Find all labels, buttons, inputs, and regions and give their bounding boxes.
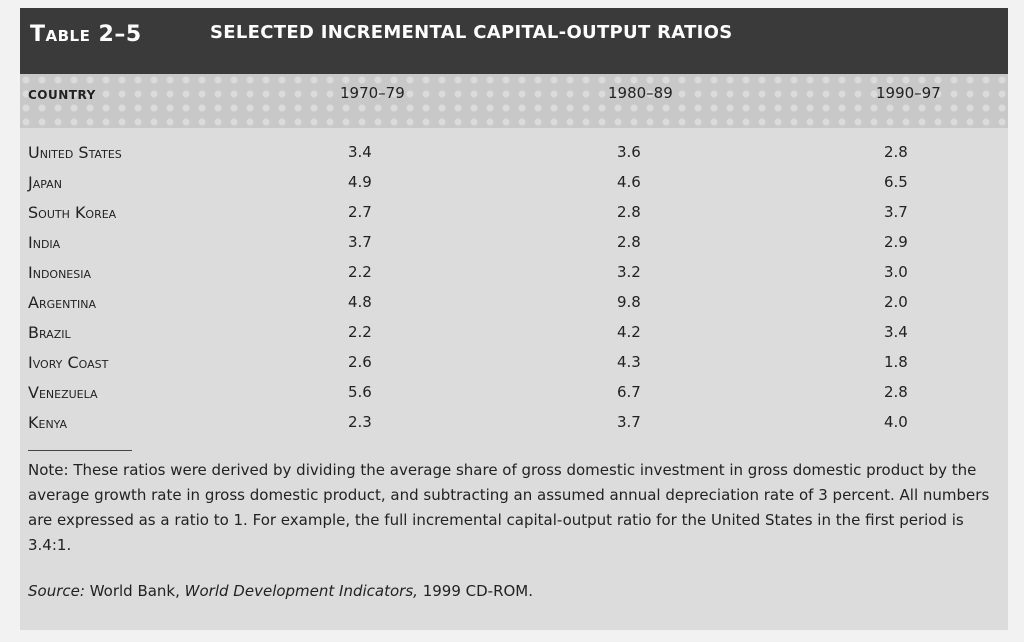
table-row xyxy=(20,410,1008,440)
table-row xyxy=(20,290,1008,320)
value-cell-1970-79: 5.6 xyxy=(348,383,372,401)
value-cell-1980-89: 2.8 xyxy=(617,203,641,221)
value-cell-1990-97: 3.0 xyxy=(884,263,908,281)
country-cell: Indonesia xyxy=(28,263,92,282)
table-row xyxy=(20,170,1008,200)
country-cell: United States xyxy=(28,143,122,162)
value-cell-1970-79: 2.2 xyxy=(348,323,372,341)
column-header-country: COUNTRY xyxy=(28,88,96,102)
table-row xyxy=(20,200,1008,230)
value-cell-1980-89: 2.8 xyxy=(617,233,641,251)
value-cell-1970-79: 4.9 xyxy=(348,173,372,191)
table-row xyxy=(20,230,1008,260)
column-header-1980-89: 1980–89 xyxy=(608,84,673,102)
country-cell: Brazil xyxy=(28,323,71,342)
value-cell-1980-89: 4.6 xyxy=(617,173,641,191)
country-cell: Kenya xyxy=(28,413,68,432)
country-cell: Argentina xyxy=(28,293,97,312)
value-cell-1970-79: 3.4 xyxy=(348,143,372,161)
value-cell-1980-89: 3.6 xyxy=(617,143,641,161)
value-cell-1990-97: 2.8 xyxy=(884,143,908,161)
value-cell-1970-79: 4.8 xyxy=(348,293,372,311)
country-cell: Japan xyxy=(28,173,62,192)
country-cell: South Korea xyxy=(28,203,117,222)
value-cell-1990-97: 2.8 xyxy=(884,383,908,401)
footnote-divider xyxy=(28,450,132,451)
country-cell: India xyxy=(28,233,61,252)
table-row xyxy=(20,140,1008,170)
value-cell-1980-89: 4.3 xyxy=(617,353,641,371)
value-cell-1990-97: 4.0 xyxy=(884,413,908,431)
table-title: SELECTED INCREMENTAL CAPITAL-OUTPUT RATIOS xyxy=(210,22,733,43)
title-bar xyxy=(20,8,1008,74)
value-cell-1970-79: 2.3 xyxy=(348,413,372,431)
source-work: World Development Indicators, xyxy=(184,582,418,600)
source-label: Source: xyxy=(28,582,85,600)
column-header-1970-79: 1970–79 xyxy=(340,84,405,102)
table-note: Note: These ratios were derived by dividing the average share of gross domestic investment in gross domestic product by the average growth rate in gross domestic product, and subtracting an assumed annual depreciation rate of 3 percent. All numbers are expressed as a ratio to 1. For example, the full incremental capital-output ratio for the United States in the first period is 3.4:1. xyxy=(28,461,990,554)
table-row xyxy=(20,380,1008,410)
column-header-band xyxy=(20,74,1008,128)
country-cell: Venezuela xyxy=(28,383,98,402)
value-cell-1990-97: 6.5 xyxy=(884,173,908,191)
value-cell-1970-79: 3.7 xyxy=(348,233,372,251)
value-cell-1990-97: 2.0 xyxy=(884,293,908,311)
source-publisher: World Bank, xyxy=(89,582,180,600)
table-row xyxy=(20,260,1008,290)
value-cell-1990-97: 3.7 xyxy=(884,203,908,221)
value-cell-1980-89: 4.2 xyxy=(617,323,641,341)
column-header-1990-97: 1990–97 xyxy=(876,84,941,102)
value-cell-1990-97: 1.8 xyxy=(884,353,908,371)
table-row xyxy=(20,350,1008,380)
value-cell-1970-79: 2.7 xyxy=(348,203,372,221)
value-cell-1980-89: 9.8 xyxy=(617,293,641,311)
value-cell-1990-97: 2.9 xyxy=(884,233,908,251)
value-cell-1970-79: 2.6 xyxy=(348,353,372,371)
table-row xyxy=(20,320,1008,350)
value-cell-1980-89: 6.7 xyxy=(617,383,641,401)
value-cell-1970-79: 2.2 xyxy=(348,263,372,281)
table-panel xyxy=(20,8,1008,630)
table-label: Table 2–5 xyxy=(30,22,142,47)
table-source xyxy=(28,582,533,600)
value-cell-1990-97: 3.4 xyxy=(884,323,908,341)
source-edition: 1999 CD-ROM. xyxy=(422,582,534,600)
value-cell-1980-89: 3.2 xyxy=(617,263,641,281)
country-cell: Ivory Coast xyxy=(28,353,109,372)
value-cell-1980-89: 3.7 xyxy=(617,413,641,431)
